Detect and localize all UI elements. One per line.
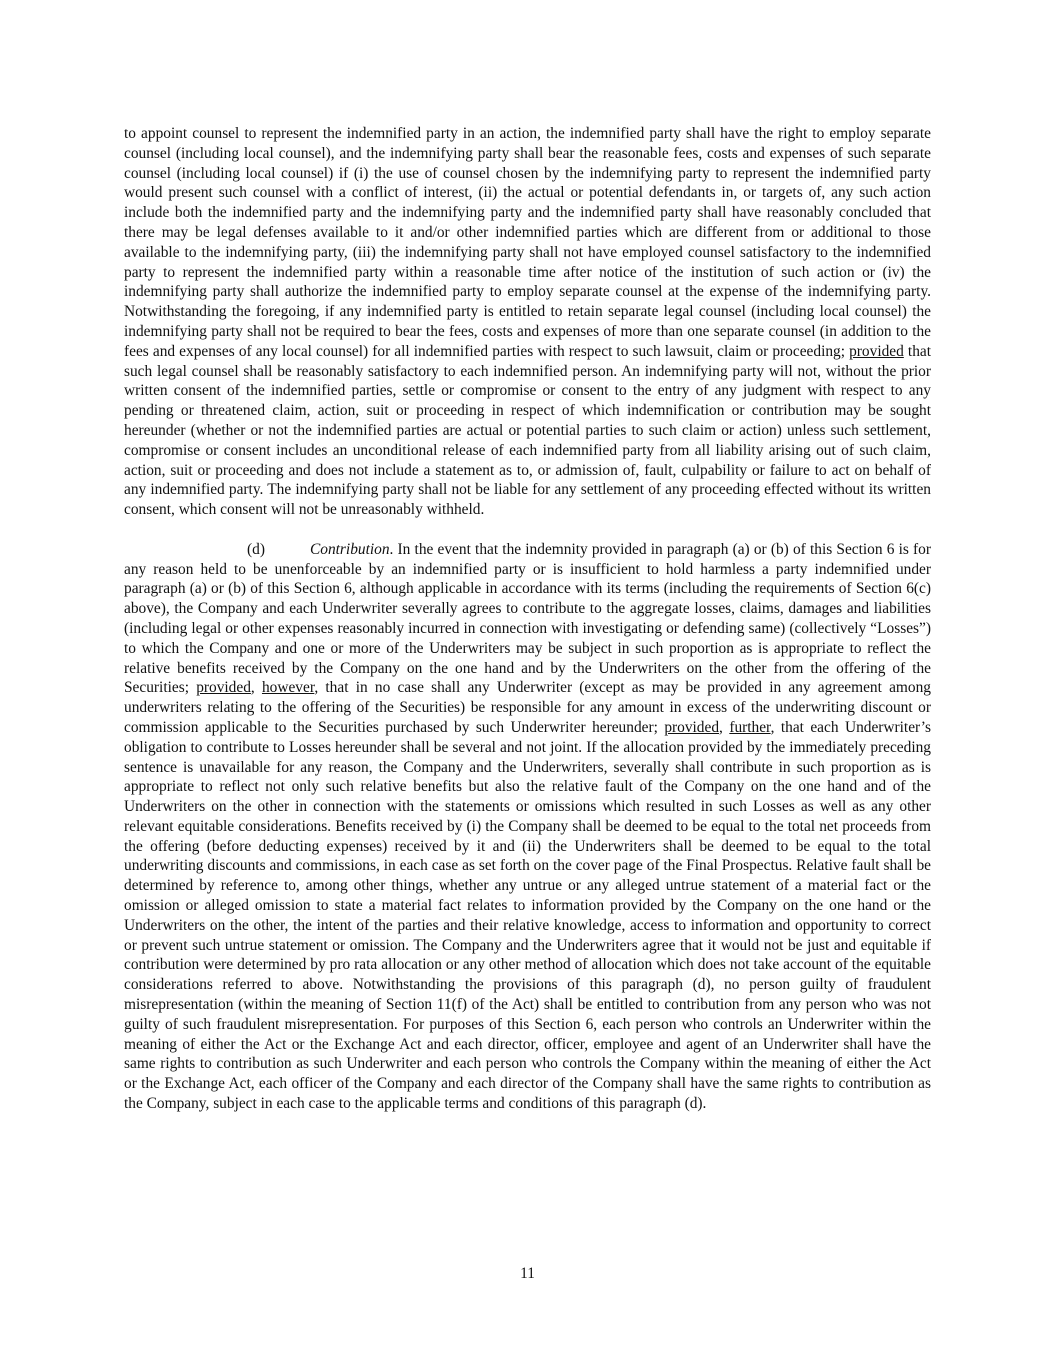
document-page [124, 124, 931, 1114]
comma-text: , [719, 718, 730, 736]
page-number: 11 [520, 1265, 535, 1282]
paragraph-text: , that each Underwriter’s obligation to contribute to Losses hereunder shall be several and not joint. If the allocation provided by the immediately preceding sentence is unavailable for any reason, the Company and the Underwriters, severally shall contribute in such proportion as is appropriate to reflect not only such relative benefits but also the relative fault of the Company on the one hand and of the Underwriters on the other in connection with the statements or omissions which resulted in such Losses as well as any other relevant equitable considerations. Benefits received by (i) the Company shall be deemed to be equal to the total net proceeds from the offering (before deducting expenses) received by it and (ii) the Underwriters shall be deemed to be equal to the total underwriting discounts and commissions, in each case as set forth on the cover page of the Final Prospectus. Relative fault shall be determined by reference to, among other things, whether any untrue or any alleged untrue statement of a material fact or the omission or alleged omission to state a material fact relates to information provided by the Company on the one hand or the Underwriters on the other, the intent of the parties and their relative knowledge, access to information and opportunity to correct or prevent such untrue statement or omission. The Company and the Underwriters agree that it would not be just and equitable if contribution were determined by pro rata allocation or any other method of allocation which does not take account of the equitable considerations referred to above. Notwithstanding the provisions of this paragraph (d), no person guilty of fraudulent misrepresentation (within the meaning of Section 11(f) of the Act) shall be entitled to contribution from any person who was not guilty of such fraudulent misrepresentation. For purposes of this Section 6, each person who controls an Underwriter within the meaning of either the Act or the Exchange Act and each director, officer, employee and agent of an Underwriter shall have the same rights to contribution as such Underwriter and each person who controls the Company within the meaning of either the Act or the Exchange Act, each officer of the Company and each director of the Company shall have the same rights to contribution as the Company, subject in each case to the applicable terms and conditions of this paragraph (d). [124, 718, 931, 1113]
paragraph-text: to appoint counsel to represent the indemnified party in an action, the indemnified party shall have the right to employ separate counsel (including local counsel), and the indemnifying party shall bear the reasonable fees, costs and expenses of such separate counsel (including local counsel) if (i) the use of counsel chosen by the indemnifying party to represent the indemnified party would present such counsel with a conflict of interest, (ii) the actual or potential defendants in, or targets of, any such action include both the indemnified party and the indemnifying party and the indemnified party shall have reasonably concluded that there may be legal defenses available to it and/or other indemnified parties which are different from or additional to those available to the indemnifying party, (iii) the indemnifying party shall not have employed counsel satisfactory to the indemnified party to represent the indemnified party within a reasonable time after notice of the institution of such action or (iv) the indemnifying party shall authorize the indemnified party to employ separate counsel at the expense of the indemnifying party. Notwithstanding the foregoing, if any indemnified party is entitled to retain separate legal counsel (including local counsel) the indemnifying party shall not be required to bear the fees, costs and expenses of more than one separate counsel (in addition to the fees and expenses of any local counsel) for all indemnified parties with respect to such lawsuit, claim or proceeding; [124, 125, 931, 360]
further-underlined: further [729, 718, 771, 736]
however-underlined: however [261, 679, 315, 697]
provided-underlined: provided [196, 679, 251, 697]
provided-underlined: provided [664, 718, 720, 736]
provided-underlined: provided [849, 342, 904, 360]
paragraph-text: , that in no case shall any Underwriter (except as may be provided in any agreement among underwriters relating to the offering of the Securities) be responsible for any amount in excess of the underwriting discount or commission applicable to the Securities purchased by such Underwriter hereunder; [124, 679, 931, 736]
paragraph-text: . In the event that the indemnity provided in paragraph (a) or (b) of this Section 6 is for any reason held to be unenforceable by an indemnified party or is insufficient to hold harmless a party indemnified under paragraph (a) or (b) of this Section 6, although applicable in accordance with its terms (including the requirements of Section 6(c) above), the Company and each Underwriter severally agrees to contribute to the aggregate losses, claims, damages and liabilities (including legal or other expenses reasonably incurred in connection with investigating or defending same) (collectively “Losses”) to which the Company and one or more of the Underwriters may be subject in such proportion as is appropriate to reflect the relative benefits received by the Company on the one hand and by the Underwriters on the other from the offering of the Securities; [124, 540, 931, 697]
paragraph-contribution [124, 540, 931, 1114]
paragraph-text: that such legal counsel shall be reasonably satisfactory to each indemnified person. An indemnifying party will not, without the prior written consent of the indemnified parties, settle or compromise or consent to the entry of any judgment with respect to any pending or threatened claim, action, suit or proceeding in respect of which indemnification or contribution may be sought hereunder (whether or not the indemnified parties are actual or potential parties to such claim or action) unless such settlement, compromise or consent includes an unconditional release of each indemnified party from all liability arising out of such claim, action, suit or proceeding and does not include a statement as to, or admission of, fault, culpability or failure to act on behalf of any indemnified party. The indemnifying party shall not be liable for any settlement of any proceeding effected without its written consent, which consent will not be unreasonably withheld. [124, 342, 931, 519]
paragraph-indemnification-counsel [124, 124, 931, 520]
comma-text: , [250, 679, 262, 697]
section-heading: Contribution [310, 540, 390, 558]
paragraph-label: (d) [247, 540, 265, 558]
